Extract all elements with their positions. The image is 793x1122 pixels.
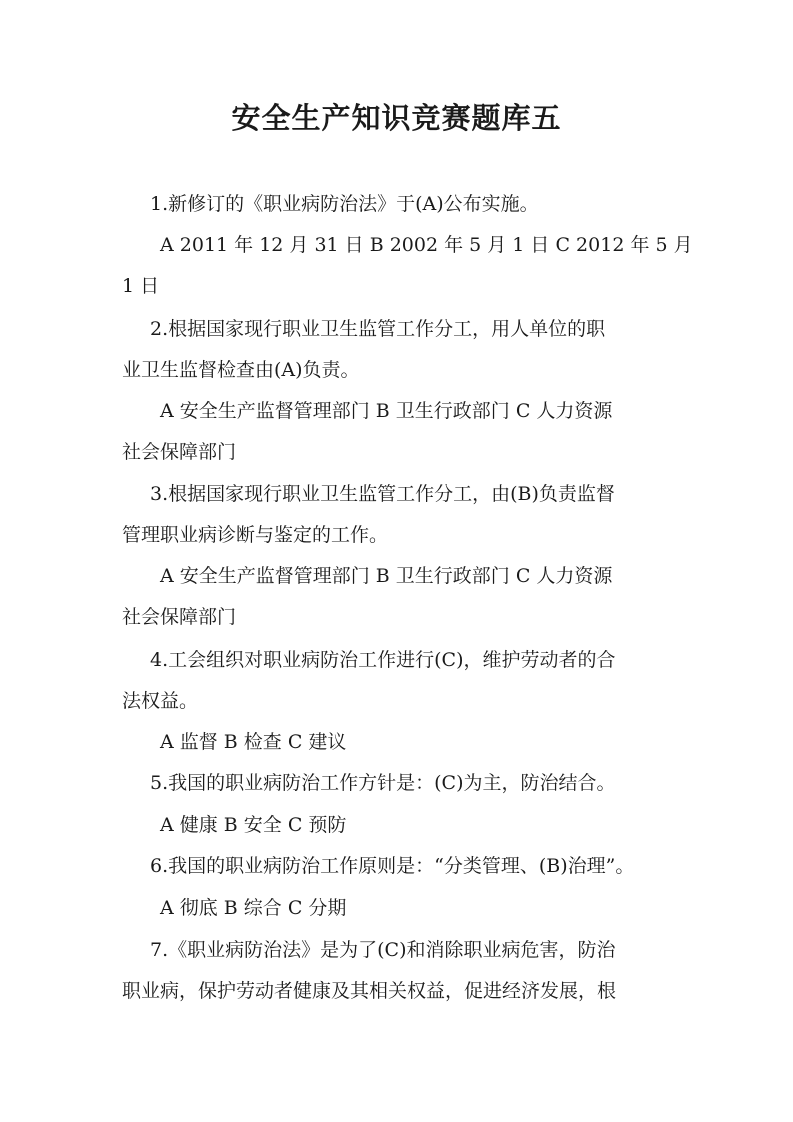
question-3-line-1: 3.根据国家现行职业卫生监管工作分工，由(B)负责监督 xyxy=(150,483,615,505)
question-2-options-line-2: 社会保障部门 xyxy=(122,441,237,463)
question-4-options: A 监督 B 检查 C 建议 xyxy=(160,731,347,753)
question-7-line-2: 职业病，保护劳动者健康及其相关权益，促进经济发展，根 xyxy=(122,980,617,1002)
document-title: 安全生产知识竞赛题库五 xyxy=(231,101,562,135)
question-6-line-1: 6.我国的职业病防治工作原则是：“分类管理、(B)治理”。 xyxy=(150,855,635,877)
question-3-options-line-2: 社会保障部门 xyxy=(122,606,237,628)
question-1-line-1: 1.新修订的《职业病防治法》于(A)公布实施。 xyxy=(150,193,539,215)
question-4-line-2: 法权益。 xyxy=(122,690,199,712)
question-3-options-line-1: A 安全生产监督管理部门 B 卫生行政部门 C 人力资源 xyxy=(160,565,613,587)
question-2-line-1: 2.根据国家现行职业卫生监管工作分工，用人单位的职 xyxy=(150,318,606,340)
question-1-options-line-2: 1 日 xyxy=(122,275,160,297)
question-4-line-1: 4.工会组织对职业病防治工作进行(C)，维护劳动者的合 xyxy=(150,649,616,671)
question-1-options-line-1: A 2011 年 12 月 31 日 B 2002 年 5 月 1 日 C 2012 年 5 月 xyxy=(160,234,693,256)
question-5-line-1: 5.我国的职业病防治工作方针是：(C)为主，防治结合。 xyxy=(150,772,616,794)
question-6-options: A 彻底 B 综合 C 分期 xyxy=(160,897,347,919)
question-7-line-1: 7.《职业病防治法》是为了(C)和消除职业病危害，防治 xyxy=(150,939,616,961)
question-3-line-2: 管理职业病诊断与鉴定的工作。 xyxy=(122,524,389,546)
question-5-options: A 健康 B 安全 C 预防 xyxy=(160,814,347,836)
question-2-options-line-1: A 安全生产监督管理部门 B 卫生行政部门 C 人力资源 xyxy=(160,400,613,422)
question-2-line-2: 业卫生监督检查由(A)负责。 xyxy=(122,359,360,381)
